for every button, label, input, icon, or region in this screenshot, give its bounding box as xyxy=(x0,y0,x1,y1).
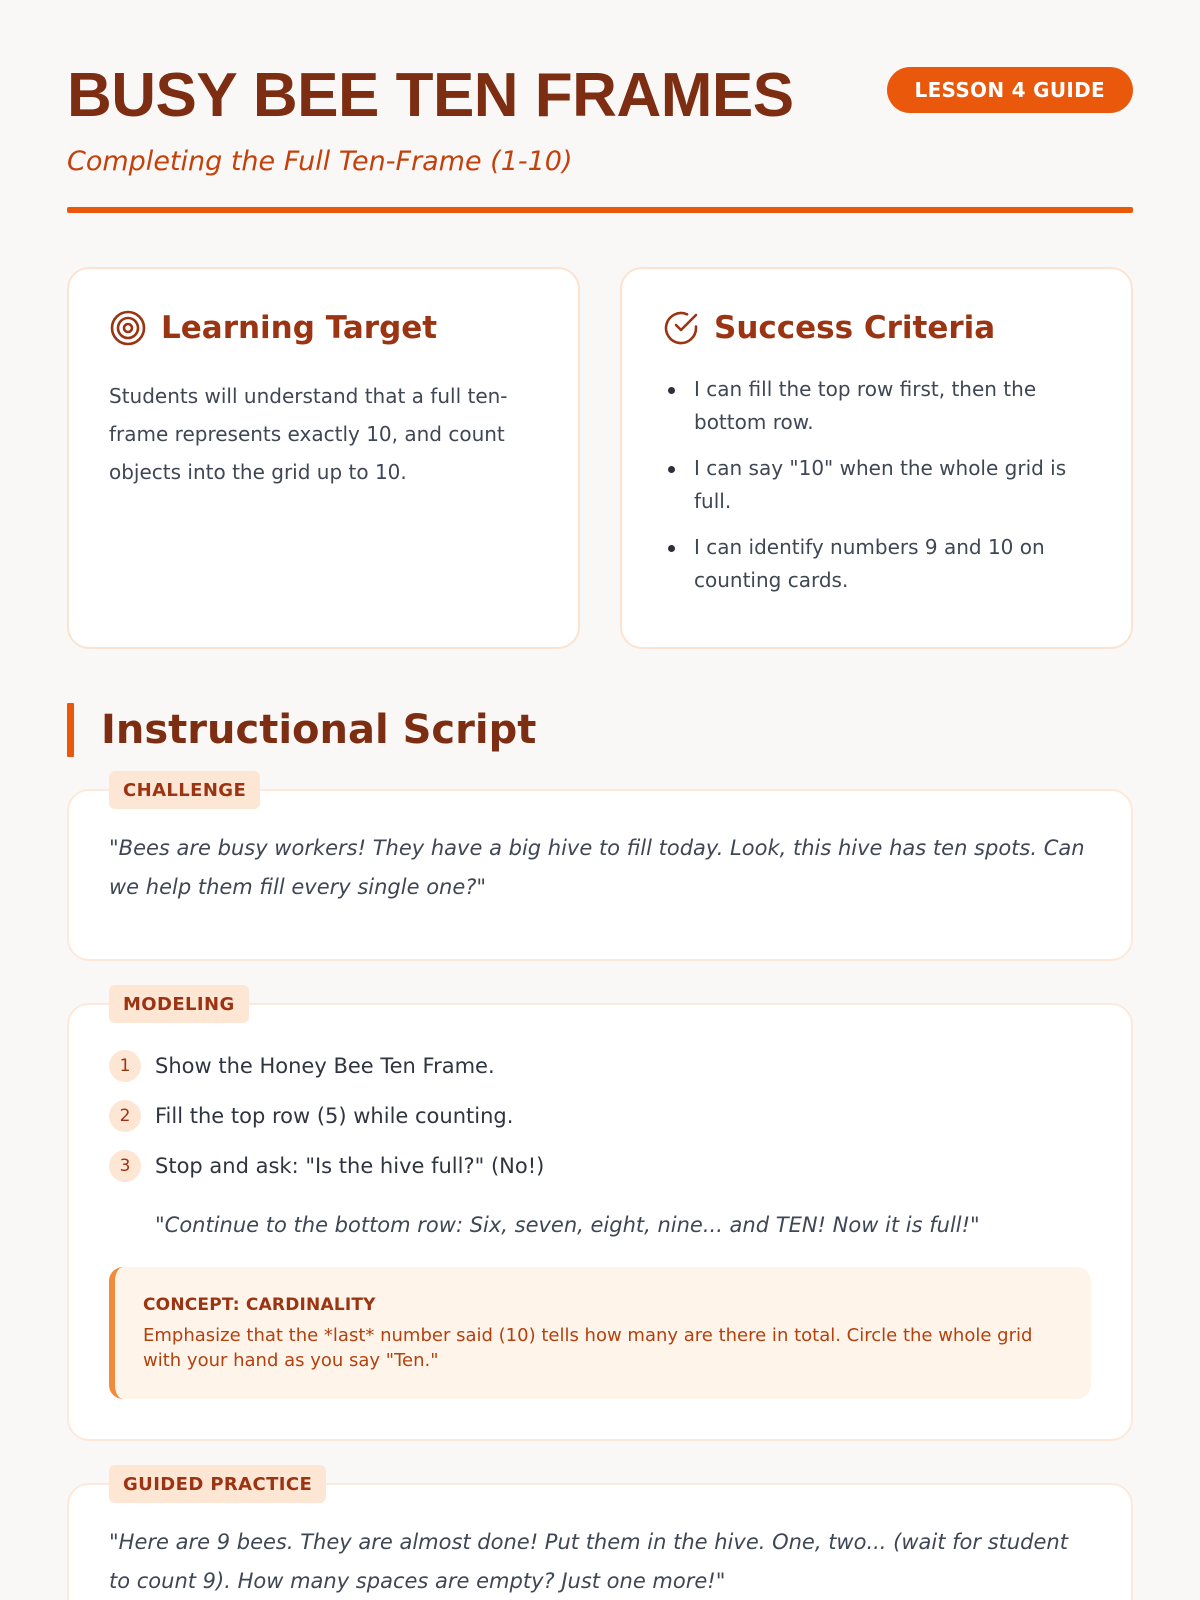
modeling-block xyxy=(67,993,1133,1441)
criteria-item: I can identify numbers 9 and 10 on counting cards. xyxy=(662,531,1091,597)
lesson-badge: LESSON 4 GUIDE xyxy=(887,67,1133,113)
check-circle-icon xyxy=(662,309,700,347)
challenge-block xyxy=(67,779,1133,961)
section-accent-bar xyxy=(67,703,74,757)
guided-practice-tag: GUIDED PRACTICE xyxy=(109,1465,326,1503)
success-criteria-title: Success Criteria xyxy=(714,310,996,347)
step-text: Fill the top row (5) while counting. xyxy=(155,1104,514,1129)
header-divider xyxy=(67,207,1133,213)
overview-cards xyxy=(67,267,1133,649)
guided-practice-block xyxy=(67,1473,1133,1600)
instructional-script-heading xyxy=(67,703,1133,757)
success-criteria-header xyxy=(662,309,1091,347)
step-text: Stop and ask: "Is the hive full?" (No!) xyxy=(155,1154,545,1179)
concept-callout xyxy=(109,1267,1091,1399)
modeling-step xyxy=(109,1041,1091,1091)
target-icon xyxy=(109,309,147,347)
step-number: 3 xyxy=(109,1150,141,1182)
modeling-step xyxy=(109,1091,1091,1141)
step-text: Show the Honey Bee Ten Frame. xyxy=(155,1054,495,1079)
learning-target-header xyxy=(109,309,538,347)
concept-text: Emphasize that the *last* number said (10) tells how many are there in total. Circle the whole grid with your hand as you say "Ten." xyxy=(143,1325,1033,1372)
modeling-tag: MODELING xyxy=(109,985,249,1023)
concept-label: CONCEPT: CARDINALITY xyxy=(143,1295,376,1316)
guided-practice-quote: "Here are 9 bees. They are almost done! Put them in the hive. One, two... (wait for student to count 9). How many spaces are empty? Just one more!" xyxy=(109,1530,1068,1594)
criteria-item: I can fill the top row first, then the bottom row. xyxy=(662,373,1091,439)
learning-target-title: Learning Target xyxy=(161,310,438,347)
learning-target-card xyxy=(67,267,580,649)
challenge-tag: CHALLENGE xyxy=(109,771,260,809)
step-number: 2 xyxy=(109,1100,141,1132)
step-number: 1 xyxy=(109,1050,141,1082)
modeling-step xyxy=(109,1141,1091,1191)
success-criteria-card xyxy=(620,267,1133,649)
modeling-steps xyxy=(109,1041,1091,1191)
page-title: BUSY BEE TEN FRAMES xyxy=(67,61,794,130)
success-criteria-list xyxy=(662,373,1091,597)
page-header xyxy=(67,0,1133,213)
learning-target-text: Students will understand that a full ten-frame represents exactly 10, and count objects into the grid up to 10. xyxy=(109,384,508,485)
challenge-quote: "Bees are busy workers! They have a big hive to fill today. Look, this hive has ten spots. Can we help them fill every single one?" xyxy=(109,836,1085,900)
criteria-item: I can say "10" when the whole grid is full. xyxy=(662,452,1091,518)
page-subtitle: Completing the Full Ten-Frame (1-10) xyxy=(67,146,573,178)
modeling-quote: "Continue to the bottom row: Six, seven, eight, nine... and TEN! Now it is full!" xyxy=(155,1213,980,1238)
section-title: Instructional Script xyxy=(101,707,537,754)
